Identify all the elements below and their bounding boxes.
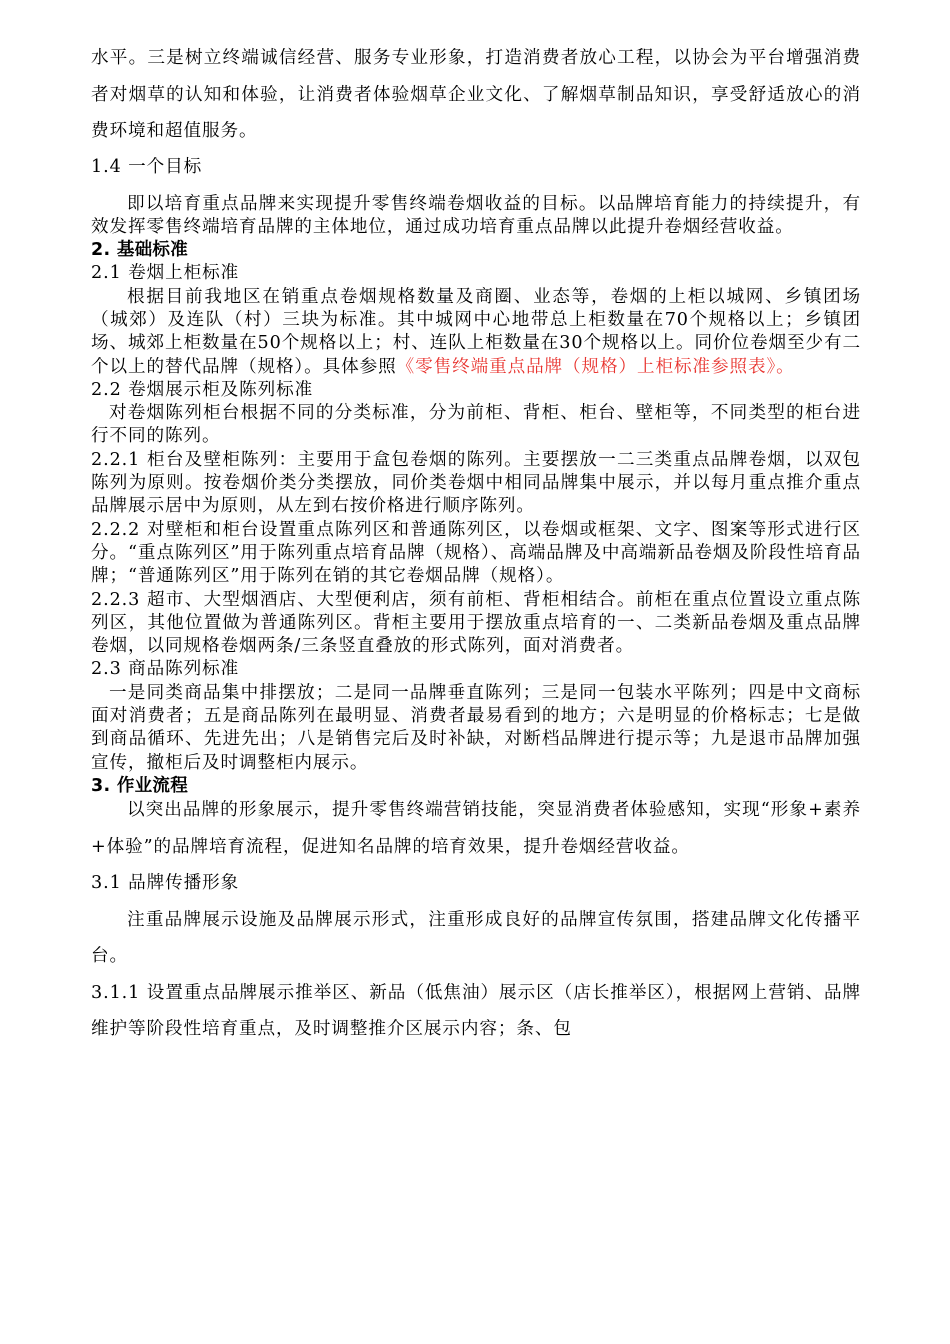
section-2-2-heading: 2.2 卷烟展示柜及陈列标准	[91, 379, 314, 400]
section-2-2-paragraph: 对卷烟陈列柜台根据不同的分类标准，分为前柜、背柜、柜台、壁柜等，不同类型的柜台进行不同的陈列。	[91, 403, 861, 447]
section-2-2-3-paragraph: 2.2.3 超市、大型烟酒店、大型便利店，须有前柜、背柜相结合。前柜在重点位置设立重点陈列区，其他位置做为普通陈列区。背柜主要用于摆放重点培育的一、二类新品卷烟及重点品牌卷烟，以同规格卷烟两条/三条竖直叠放的形式陈列，面对消费者。	[91, 589, 861, 657]
section-1-4-heading: 1.4 一个目标	[91, 156, 203, 177]
section-2-1-text: 根据目前我地区在销重点卷烟规格数量及商圈、业态等，卷烟的上柜以城网、乡镇团场（城郊）及连队（村）三块为标准。其中城网中心地带总上柜数量在70个规格以上；乡镇团场、城郊上柜数量在50个规格以上；村、连队上柜数量在30个规格以上。同价位卷烟至少有二个以上的替代品牌（规格）。具体参照	[91, 286, 861, 377]
reference-table-link: 《零售终端重点品牌（规格）上柜标准参照表》。	[396, 356, 795, 377]
section-2-2-2-paragraph: 2.2.2 对壁柜和柜台设置重点陈列区和普通陈列区，以卷烟或框架、文字、图案等形式进行区分。“重点陈列区”用于陈列重点培育品牌（规格）、高端品牌及中高端新品卷烟及阶段性培育品牌；“普通陈列区”用于陈列在销的其它卷烟品牌（规格）。	[91, 519, 861, 587]
section-2-2-1-paragraph: 2.2.1 柜台及壁柜陈列：主要用于盒包卷烟的陈列。主要摆放一二三类重点品牌卷烟，以双包陈列为原则。按卷烟价类分类摆放，同价类卷烟中相同品牌集中展示，并以每月重点推介重点品牌展示居中为原则，从左到右按价格进行顺序陈列。	[91, 449, 861, 517]
section-2-heading: 2. 基础标准	[91, 240, 189, 261]
section-2-1-heading: 2.1 卷烟上柜标准	[91, 263, 240, 284]
document-page	[91, 46, 861, 1048]
section-2-3-heading: 2.3 商品陈列标准	[91, 659, 240, 680]
section-3-heading: 3. 作业流程	[91, 775, 189, 796]
intro-paragraph: 水平。三是树立终端诚信经营、服务专业形象，打造消费者放心工程，以协会为平台增强消费者对烟草的认知和体验，让消费者体验烟草企业文化、了解烟草制品知识，享受舒适放心的消费环境和超值服务。	[91, 48, 861, 141]
section-2-1-paragraph	[91, 286, 861, 379]
section-2-3-paragraph: 一是同类商品集中排摆放；二是同一品牌垂直陈列；三是同一包装水平陈列；四是中文商标面对消费者；五是商品陈列在最明显、消费者最易看到的地方；六是明显的价格标志；七是做到商品循环、先进先出；八是销售完后及时补缺，对断档品牌进行提示等；九是退市品牌加强宣传，撤柜后及时调整柜内展示。	[91, 682, 861, 773]
section-3-1-heading: 3.1 品牌传播形象	[91, 873, 240, 894]
section-1-4-paragraph: 即以培育重点品牌来实现提升零售终端卷烟收益的目标。以品牌培育能力的持续提升，有效发挥零售终端培育品牌的主体地位，通过成功培育重点品牌以此提升卷烟经营收益。	[91, 193, 861, 237]
section-3-paragraph: 以突出品牌的形象展示，提升零售终端营销技能，突显消费者体验感知，实现“形象+素养+体验”的品牌培育流程，促进知名品牌的培育效果，提升卷烟经营收益。	[91, 800, 861, 857]
section-3-1-1-paragraph: 3.1.1 设置重点品牌展示推举区、新品（低焦油）展示区（店长推举区），根据网上营销、品牌维护等阶段性培育重点，及时调整推介区展示内容；条、包	[91, 982, 861, 1040]
section-3-1-paragraph: 注重品牌展示设施及品牌展示形式，注重形成良好的品牌宣传氛围，搭建品牌文化传播平台。	[91, 909, 861, 967]
